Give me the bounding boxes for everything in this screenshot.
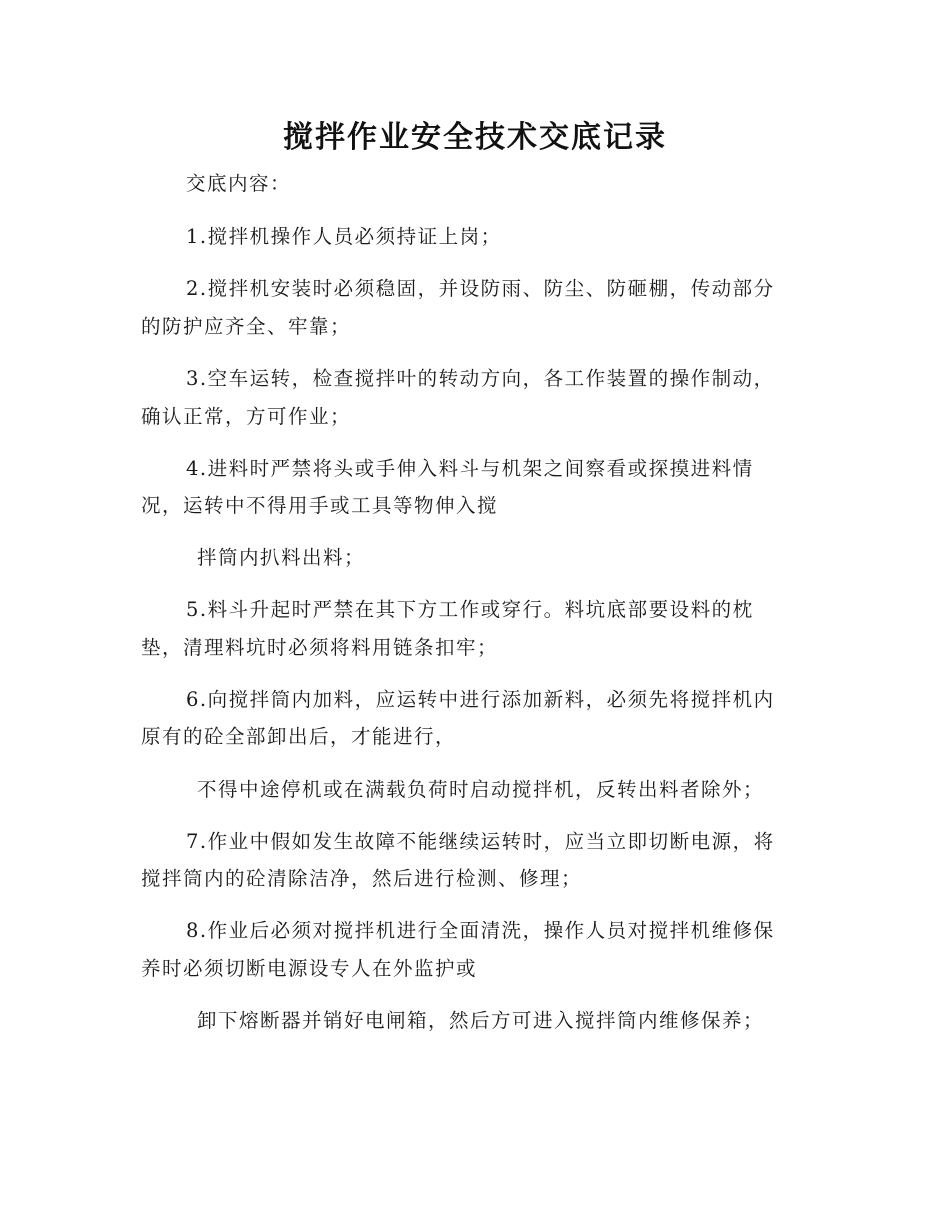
item-7-text-cont: 搅拌筒内的砼清除洁净，然后进行检测、修理； xyxy=(141,867,583,890)
item-3-text-cont: 确认正常，方可作业； xyxy=(141,405,352,428)
item-3-text: 3.空车运转，检查搅拌叶的转动方向，各工作装置的操作制动， xyxy=(186,367,775,390)
item-7-text: 7.作业中假如发生故障不能继续运转时，应当立即切断电源，将 xyxy=(186,830,775,853)
item-5-text-cont: 垫，清理料坑时必须将料用链条扣牢； xyxy=(141,636,499,659)
item-6-text-cont: 原有的砼全部卸出后，才能进行， xyxy=(141,725,457,748)
item-8-text: 8.作业后必须对搅拌机进行全面清洗，操作人员对搅拌机维修保 xyxy=(186,919,775,942)
item-4-text-cont-2: 拌筒内扒料出料； xyxy=(197,546,366,569)
item-4-text-cont: 况，运转中不得用手或工具等物伸入搅 xyxy=(141,494,499,517)
intro-label: 交底内容： xyxy=(186,172,292,195)
item-6-text: 6.向搅拌筒内加料，应运转中进行添加新料，必须先将搅拌机内 xyxy=(186,688,775,711)
item-2-text: 2.搅拌机安装时必须稳固，并设防雨、防尘、防砸棚，传动部分 xyxy=(186,277,775,300)
item-5-text: 5.料斗升起时严禁在其下方工作或穿行。料坑底部要设料的枕 xyxy=(186,598,754,621)
item-1-text: 1.搅拌机操作人员必须持证上岗； xyxy=(186,225,502,248)
item-2-text-cont: 的防护应齐全、牢靠； xyxy=(141,315,352,338)
item-4-text: 4.进料时严禁将头或手伸入料斗与机架之间察看或探摸进料情 xyxy=(186,457,754,480)
document-title: 搅拌作业安全技术交底记录 xyxy=(283,120,667,155)
item-6-text-cont-2: 不得中途停机或在满载负荷时启动搅拌机，反转出料者除外； xyxy=(197,778,765,801)
item-8-text-cont-2: 卸下熔断器并销好电闸箱，然后方可进入搅拌筒内维修保养； xyxy=(197,1009,765,1032)
item-8-text-cont: 养时必须切断电源设专人在外监护或 xyxy=(141,957,478,980)
